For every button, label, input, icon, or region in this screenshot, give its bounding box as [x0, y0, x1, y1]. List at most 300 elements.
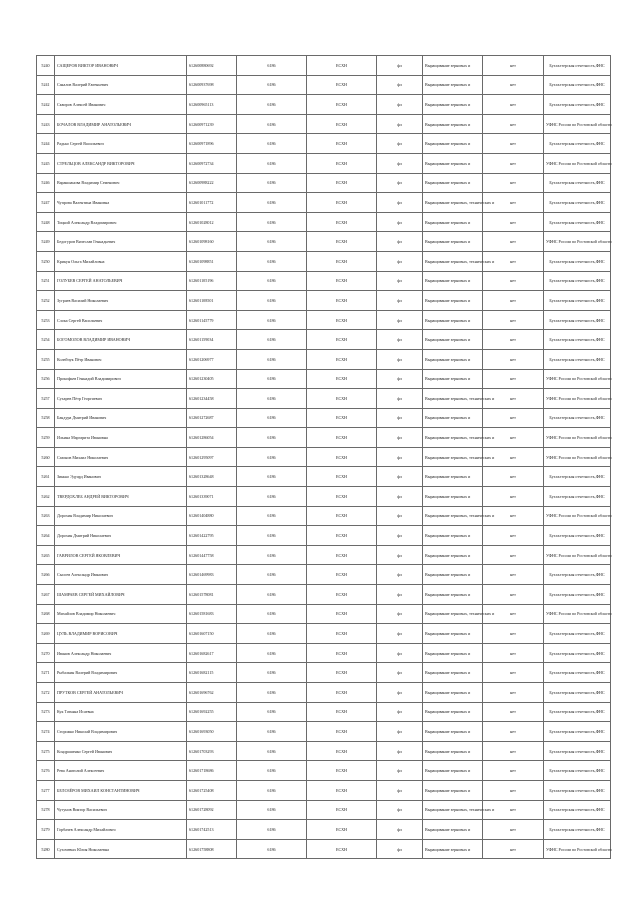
tax-office-code: 6186 [237, 369, 307, 389]
report-source: Бухгалтерская отчетность,ФНС [544, 349, 611, 369]
table-row [37, 114, 611, 134]
row-number: 5241 [37, 75, 55, 95]
activity-description: Выращивание зерновых и [423, 369, 483, 389]
activity-description: Выращивание зерновых и [423, 702, 483, 722]
status-value: нет [483, 526, 544, 546]
activity-description: Выращивание зерновых и [423, 839, 483, 859]
tax-office-code: 6186 [237, 506, 307, 526]
activity-description: Выращивание зерновых и [423, 741, 483, 761]
row-number: 5257 [37, 389, 55, 409]
row-number: 5280 [37, 839, 55, 859]
activity-description: Выращивание зерновых, технических и [423, 193, 483, 213]
tax-office-code: 6186 [237, 291, 307, 311]
person-name: Сухарев Пётр Георгиевич [55, 389, 187, 409]
tax-regime: ЕСХН [307, 741, 377, 761]
person-type: фл [377, 232, 423, 252]
tax-office-code: 6186 [237, 487, 307, 507]
row-number: 5242 [37, 95, 55, 115]
status-value: нет [483, 310, 544, 330]
person-name: САЩЕРОВ ВИКТОР ИВАНОВИЧ [55, 56, 187, 76]
report-source: Бухгалтерская отчетность,ФНС [544, 780, 611, 800]
tax-office-code: 6186 [237, 761, 307, 781]
status-value: нет [483, 56, 544, 76]
tax-regime: ЕСХН [307, 545, 377, 565]
row-number: 5246 [37, 173, 55, 193]
inn-value: 612601682617 [187, 643, 237, 663]
table-row [37, 585, 611, 605]
activity-description: Выращивание зерновых и [423, 212, 483, 232]
tax-regime: ЕСХН [307, 722, 377, 742]
row-number: 5245 [37, 153, 55, 173]
tax-office-code: 6186 [237, 839, 307, 859]
row-number: 5256 [37, 369, 55, 389]
person-name: ЦУЛЬ ВЛАДИМИР ВОРИСОВИЧ [55, 624, 187, 644]
status-value: нет [483, 114, 544, 134]
person-name: Зинько Эдуард Иванович [55, 467, 187, 487]
person-type: фл [377, 56, 423, 76]
activity-description: Выращивание зерновых и [423, 56, 483, 76]
row-number: 5275 [37, 741, 55, 761]
activity-description: Выращивание зерновых и [423, 75, 483, 95]
inn-value: 612601696762 [187, 683, 237, 703]
status-value: нет [483, 349, 544, 369]
report-source: УФНС России по Ростовской области [544, 232, 611, 252]
report-source: Бухгалтерская отчетность,ФНС [544, 800, 611, 820]
table-row [37, 722, 611, 742]
tax-regime: ЕСХН [307, 839, 377, 859]
status-value: нет [483, 741, 544, 761]
person-type: фл [377, 545, 423, 565]
inn-value: 612601607150 [187, 624, 237, 644]
status-value: нет [483, 585, 544, 605]
person-name: Зуграев Василий Николаевич [55, 291, 187, 311]
report-source: УФНС России по Ростовской области [544, 545, 611, 565]
inn-value: 612601108501 [187, 291, 237, 311]
person-type: фл [377, 389, 423, 409]
row-number: 5276 [37, 761, 55, 781]
status-value: нет [483, 447, 544, 467]
person-name: Дорохин Дмитрий Николаевич [55, 526, 187, 546]
table-row [37, 193, 611, 213]
tax-office-code: 6186 [237, 526, 307, 546]
report-source: Бухгалтерская отчетность,ФНС [544, 820, 611, 840]
row-number: 5277 [37, 780, 55, 800]
table-row [37, 428, 611, 448]
tax-regime: ЕСХН [307, 643, 377, 663]
table-row [37, 153, 611, 173]
report-source: Бухгалтерская отчетность,ФНС [544, 643, 611, 663]
person-type: фл [377, 643, 423, 663]
activity-description: Выращивание зерновых, технических и [423, 428, 483, 448]
report-source: УФНС России по Ростовской области [544, 428, 611, 448]
inn-value: 612601295097 [187, 447, 237, 467]
row-number: 5240 [37, 56, 55, 76]
table-row [37, 702, 611, 722]
status-value: нет [483, 780, 544, 800]
status-value: нет [483, 683, 544, 703]
activity-description: Выращивание зерновых и [423, 487, 483, 507]
person-type: фл [377, 467, 423, 487]
inn-value: 612601105196 [187, 271, 237, 291]
status-value: нет [483, 75, 544, 95]
tax-regime: ЕСХН [307, 408, 377, 428]
person-type: фл [377, 251, 423, 271]
person-type: фл [377, 75, 423, 95]
table-row [37, 408, 611, 428]
status-value: нет [483, 428, 544, 448]
inn-value: 612601328648 [187, 467, 237, 487]
person-name: Михайлов Владимир Николаевич [55, 604, 187, 624]
inn-value: 612601159034 [187, 330, 237, 350]
table-row [37, 134, 611, 154]
tax-office-code: 6186 [237, 153, 307, 173]
tax-regime: ЕСХН [307, 702, 377, 722]
person-name: Сухочевых Юлия Николаевна [55, 839, 187, 859]
activity-description: Выращивание зерновых и [423, 780, 483, 800]
status-value: нет [483, 506, 544, 526]
activity-description: Выращивание зерновых, технических и [423, 604, 483, 624]
row-number: 5266 [37, 565, 55, 585]
person-name: ПРУТКОВ СЕРГЕЙ АНАТОЛЬЕВИЧ [55, 683, 187, 703]
person-type: фл [377, 624, 423, 644]
tax-regime: ЕСХН [307, 251, 377, 271]
status-value: нет [483, 800, 544, 820]
tax-regime: ЕСХН [307, 487, 377, 507]
table-row [37, 291, 611, 311]
table-row [37, 761, 611, 781]
person-name: Сысоев Александр Иванович [55, 565, 187, 585]
person-type: фл [377, 95, 423, 115]
tax-regime: ЕСХН [307, 447, 377, 467]
inn-value: 612601725408 [187, 780, 237, 800]
person-name: Рева Анатолий Алексеевич [55, 761, 187, 781]
row-number: 5262 [37, 487, 55, 507]
person-name: Колейчук Пётр Иванович [55, 349, 187, 369]
row-number: 5251 [37, 271, 55, 291]
report-source: Бухгалтерская отчетность,ФНС [544, 75, 611, 95]
tax-office-code: 6186 [237, 643, 307, 663]
table-row [37, 741, 611, 761]
row-number: 5255 [37, 349, 55, 369]
person-type: фл [377, 741, 423, 761]
row-number: 5249 [37, 232, 55, 252]
report-source: Бухгалтерская отчетность,ФНС [544, 663, 611, 683]
activity-description: Выращивание зерновых и [423, 349, 483, 369]
person-name: Сторожко Николай Владимирович [55, 722, 187, 742]
inn-value: 612601758808 [187, 839, 237, 859]
row-number: 5250 [37, 251, 55, 271]
activity-description: Выращивание зерновых и [423, 683, 483, 703]
table-row [37, 604, 611, 624]
status-value: нет [483, 251, 544, 271]
activity-description: Выращивание зерновых и [423, 585, 483, 605]
tax-office-code: 6186 [237, 212, 307, 232]
register-sheet [36, 55, 610, 859]
tax-regime: ЕСХН [307, 330, 377, 350]
tax-regime: ЕСХН [307, 761, 377, 781]
row-number: 5268 [37, 604, 55, 624]
report-source: УФНС России по Ростовской области [544, 447, 611, 467]
person-type: фл [377, 663, 423, 683]
person-name: Скворов Алексей Иванович [55, 95, 187, 115]
row-number: 5248 [37, 212, 55, 232]
tax-office-code: 6186 [237, 349, 307, 369]
report-source: УФНС России по Ростовской области [544, 506, 611, 526]
person-name: Крикун Ольга Михайловна [55, 251, 187, 271]
status-value: нет [483, 271, 544, 291]
inn-value: 612601230405 [187, 369, 237, 389]
inn-value: 612601098851 [187, 251, 237, 271]
person-name: Радько Сергей Васильевич [55, 134, 187, 154]
activity-description: Выращивание зерновых и [423, 565, 483, 585]
status-value: нет [483, 153, 544, 173]
person-type: фл [377, 271, 423, 291]
status-value: нет [483, 408, 544, 428]
person-type: фл [377, 114, 423, 134]
report-source: Бухгалтерская отчетность,ФНС [544, 761, 611, 781]
table-row [37, 232, 611, 252]
report-source: Бухгалтерская отчетность,ФНС [544, 487, 611, 507]
table-row [37, 663, 611, 683]
person-type: фл [377, 839, 423, 859]
table-row [37, 643, 611, 663]
inn-value: 612600971896 [187, 134, 237, 154]
row-number: 5269 [37, 624, 55, 644]
tax-regime: ЕСХН [307, 349, 377, 369]
table-row [37, 75, 611, 95]
person-name: Иванов Александр Николаевич [55, 643, 187, 663]
tax-office-code: 6186 [237, 134, 307, 154]
tax-office-code: 6186 [237, 75, 307, 95]
report-source: УФНС России по Ростовской области [544, 114, 611, 134]
report-source: Бухгалтерская отчетность,ФНС [544, 741, 611, 761]
person-name: Прокофьев Геннадий Владимирович [55, 369, 187, 389]
person-name: ТВЕРДОХЛЕБ АНДРЕЙ ВИКТОРОВИЧ [55, 487, 187, 507]
tax-office-code: 6186 [237, 173, 307, 193]
person-name: Чупрова Валентина Ивановна [55, 193, 187, 213]
status-value: нет [483, 389, 544, 409]
person-name: БОГОМОЛОВ ВЛАДИМИР ИВАНОВИЧ [55, 330, 187, 350]
inn-value: 612601682115 [187, 663, 237, 683]
person-name: Варакшанова Владимир Семенович [55, 173, 187, 193]
tax-office-code: 6186 [237, 800, 307, 820]
table-row [37, 369, 611, 389]
tax-regime: ЕСХН [307, 604, 377, 624]
activity-description: Выращивание зерновых и [423, 134, 483, 154]
tax-office-code: 6186 [237, 780, 307, 800]
activity-description: Выращивание зерновых, технических и [423, 389, 483, 409]
report-source: Бухгалтерская отчетность,ФНС [544, 291, 611, 311]
row-number: 5272 [37, 683, 55, 703]
table-row [37, 447, 611, 467]
row-number: 5243 [37, 114, 55, 134]
person-name: Тоцкий Александр Владимирович [55, 212, 187, 232]
person-name: Ильина Маргарита Ивановна [55, 428, 187, 448]
row-number: 5258 [37, 408, 55, 428]
row-number: 5279 [37, 820, 55, 840]
tax-office-code: 6186 [237, 389, 307, 409]
person-name: Рыбалкин Валерий Владимирович [55, 663, 187, 683]
tax-office-code: 6186 [237, 408, 307, 428]
row-number: 5263 [37, 506, 55, 526]
status-value: нет [483, 487, 544, 507]
tax-office-code: 6186 [237, 820, 307, 840]
report-source: УФНС России по Ростовской области [544, 604, 611, 624]
tax-office-code: 6186 [237, 467, 307, 487]
status-value: нет [483, 643, 544, 663]
tax-regime: ЕСХН [307, 134, 377, 154]
activity-description: Выращивание зерновых и [423, 310, 483, 330]
status-value: нет [483, 467, 544, 487]
inn-value: 612601703293 [187, 741, 237, 761]
report-source: Бухгалтерская отчетность,ФНС [544, 467, 611, 487]
inn-value: 612601742513 [187, 820, 237, 840]
tax-office-code: 6186 [237, 663, 307, 683]
person-name: ГАВРИЛОВ СЕРГЕЙ ЯКОВЛЕВИЧ [55, 545, 187, 565]
row-number: 5264 [37, 526, 55, 546]
row-number: 5265 [37, 545, 55, 565]
report-source: Бухгалтерская отчетность,ФНС [544, 624, 611, 644]
inn-value: 612601718686 [187, 761, 237, 781]
report-source: Бухгалтерская отчетность,ФНС [544, 408, 611, 428]
status-value: нет [483, 565, 544, 585]
row-number: 5273 [37, 702, 55, 722]
status-value: нет [483, 820, 544, 840]
tax-office-code: 6186 [237, 741, 307, 761]
registry-table [36, 55, 611, 859]
person-type: фл [377, 722, 423, 742]
report-source: Бухгалтерская отчетность,ФНС [544, 722, 611, 742]
person-type: фл [377, 526, 423, 546]
person-type: фл [377, 604, 423, 624]
tax-office-code: 6186 [237, 624, 307, 644]
table-body [37, 56, 611, 859]
person-type: фл [377, 428, 423, 448]
activity-description: Выращивание зерновых и [423, 114, 483, 134]
tax-regime: ЕСХН [307, 369, 377, 389]
tax-office-code: 6186 [237, 447, 307, 467]
report-source: Бухгалтерская отчетность,ФНС [544, 212, 611, 232]
inn-value: 612601206977 [187, 349, 237, 369]
row-number: 5253 [37, 310, 55, 330]
activity-description: Выращивание зерновых, технических и [423, 506, 483, 526]
status-value: нет [483, 839, 544, 859]
table-row [37, 173, 611, 193]
person-name: ГОЛУБЕВ СЕРГЕЙ АНАТОЛЬЕВИЧ [55, 271, 187, 291]
inn-value: 612601028012 [187, 212, 237, 232]
row-number: 5244 [37, 134, 55, 154]
inn-value: 612601011772 [187, 193, 237, 213]
row-number: 5270 [37, 643, 55, 663]
activity-description: Выращивание зерновых и [423, 271, 483, 291]
tax-office-code: 6186 [237, 95, 307, 115]
status-value: нет [483, 604, 544, 624]
inn-value: 612600880692 [187, 56, 237, 76]
tax-regime: ЕСХН [307, 526, 377, 546]
tax-regime: ЕСХН [307, 624, 377, 644]
activity-description: Выращивание зерновых и [423, 291, 483, 311]
table-row [37, 820, 611, 840]
tax-office-code: 6186 [237, 722, 307, 742]
inn-value: 612601404880 [187, 506, 237, 526]
report-source: Бухгалтерская отчетность,ФНС [544, 193, 611, 213]
report-source: УФНС России по Ростовской области [544, 389, 611, 409]
activity-description: Выращивание зерновых и [423, 761, 483, 781]
activity-description: Выращивание зерновых и [423, 232, 483, 252]
tax-office-code: 6186 [237, 251, 307, 271]
inn-value: 612600972734 [187, 153, 237, 173]
status-value: нет [483, 232, 544, 252]
tax-office-code: 6186 [237, 565, 307, 585]
status-value: нет [483, 291, 544, 311]
activity-description: Выращивание зерновых, технических и [423, 251, 483, 271]
person-type: фл [377, 193, 423, 213]
activity-description: Выращивание зерновых и [423, 545, 483, 565]
status-value: нет [483, 702, 544, 722]
person-name: Бедогуров Вячеслав Геннадьевич [55, 232, 187, 252]
person-name: Дорохин Владимир Николаевич [55, 506, 187, 526]
row-number: 5271 [37, 663, 55, 683]
person-type: фл [377, 447, 423, 467]
tax-regime: ЕСХН [307, 153, 377, 173]
table-row [37, 56, 611, 76]
person-type: фл [377, 585, 423, 605]
table-row [37, 389, 611, 409]
person-name: Кук Татьяна Исаевна [55, 702, 187, 722]
activity-description: Выращивание зерновых и [423, 173, 483, 193]
tax-regime: ЕСХН [307, 173, 377, 193]
tax-office-code: 6186 [237, 56, 307, 76]
tax-regime: ЕСХН [307, 310, 377, 330]
inn-value: 612601286054 [187, 428, 237, 448]
tax-regime: ЕСХН [307, 585, 377, 605]
inn-value: 612601422795 [187, 526, 237, 546]
tax-regime: ЕСХН [307, 95, 377, 115]
inn-value: 612601098160 [187, 232, 237, 252]
person-type: фл [377, 780, 423, 800]
table-row [37, 330, 611, 350]
report-source: Бухгалтерская отчетность,ФНС [544, 330, 611, 350]
table-row [37, 683, 611, 703]
status-value: нет [483, 330, 544, 350]
activity-description: Выращивание зерновых и [423, 95, 483, 115]
status-value: нет [483, 212, 544, 232]
tax-office-code: 6186 [237, 604, 307, 624]
person-name: БОЧАЛОВ ВЛАДИМИР АНАТОЛЬЕВИЧ [55, 114, 187, 134]
tax-regime: ЕСХН [307, 389, 377, 409]
inn-value: 612601145779 [187, 310, 237, 330]
row-number: 5261 [37, 467, 55, 487]
tax-regime: ЕСХН [307, 193, 377, 213]
status-value: нет [483, 369, 544, 389]
status-value: нет [483, 134, 544, 154]
report-source: Бухгалтерская отчетность,ФНС [544, 134, 611, 154]
tax-regime: ЕСХН [307, 232, 377, 252]
person-name: Кондрашенко Сергей Иванович [55, 741, 187, 761]
report-source: УФНС России по Ростовской области [544, 839, 611, 859]
table-row [37, 545, 611, 565]
person-type: фл [377, 134, 423, 154]
person-type: фл [377, 487, 423, 507]
tax-regime: ЕСХН [307, 565, 377, 585]
person-type: фл [377, 761, 423, 781]
person-name: Сазонов Михаил Николаевич [55, 447, 187, 467]
report-source: Бухгалтерская отчетность,ФНС [544, 585, 611, 605]
inn-value: 612601581683 [187, 604, 237, 624]
person-type: фл [377, 683, 423, 703]
person-type: фл [377, 702, 423, 722]
inn-value: 612601578081 [187, 585, 237, 605]
